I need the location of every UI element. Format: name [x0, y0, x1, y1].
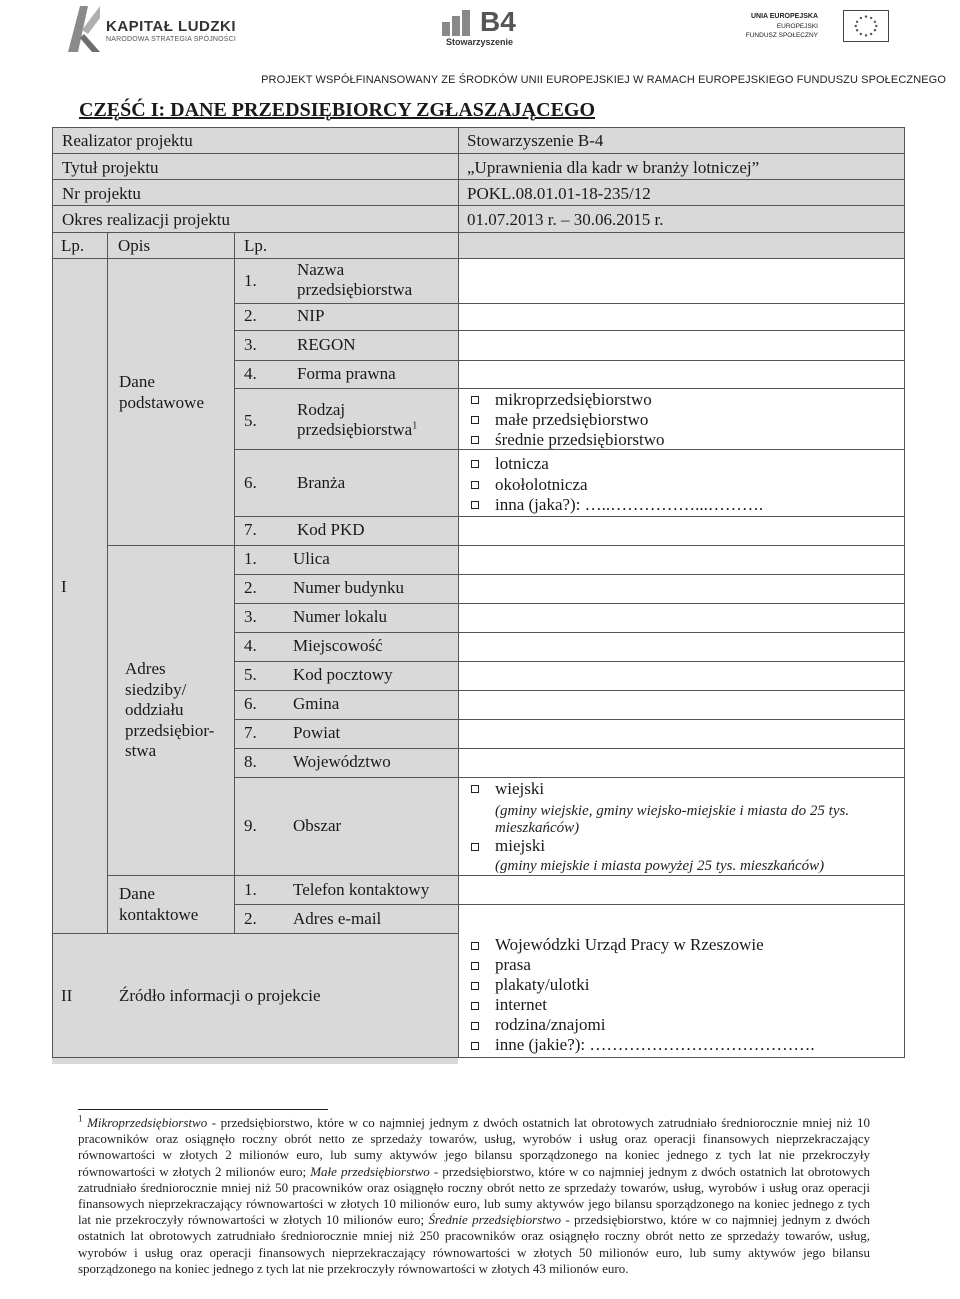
grid-line: [234, 330, 905, 331]
checkbox-source-prasa[interactable]: [471, 962, 479, 970]
footnote-term: Średnie przedsiębiorstwo: [428, 1212, 561, 1228]
info-value-period: 01.07.2013 r. – 30.06.2015 r.: [467, 210, 664, 229]
checkbox-source-plakaty[interactable]: [471, 982, 479, 990]
address-item-label-ulica: Ulica: [293, 549, 330, 568]
grid-line: [234, 303, 905, 304]
address-item-label-miejscowosc: Miejscowość: [293, 636, 383, 655]
project-cofinancing-line: PROJEKT WSPÓŁFINANSOWANY ZE ŚRODKÓW UNII EUROPEJSKIEJ W RAMACH EUROPEJSKIEGO FUNDUSZU SPOŁECZNEGO: [261, 74, 946, 86]
checkbox-source-internet[interactable]: [471, 1002, 479, 1010]
address-item-label-budynek: Numer budynku: [293, 578, 404, 597]
grid-line: [234, 690, 905, 691]
grid-line: [52, 232, 905, 233]
source-option-prasa: prasa: [495, 955, 531, 974]
footnote-term: Mikroprzedsiębiorstwo: [87, 1115, 208, 1130]
col-header-opis: Opis: [118, 236, 151, 255]
option-srednie: średnie przedsiębiorstwo: [495, 430, 665, 449]
basic-item-num-6: 6.: [244, 473, 257, 492]
basic-item-num-5: 5.: [244, 411, 257, 430]
group-basic-label-1: Dane: [119, 372, 155, 391]
address-item-num-6: 6.: [244, 694, 257, 713]
grid-line: [904, 127, 905, 1058]
grid-line: [52, 179, 905, 180]
b4-logo-subtitle: Stowarzyszenie: [446, 37, 514, 47]
basic-item-num-2: 2.: [244, 306, 257, 325]
grid-line: [234, 904, 905, 905]
grid-line: [52, 933, 459, 934]
footnote-text: - przedsiębiorstwo, które w co najmniej jednym z dwóch ostatnich lat obrotowych zatrudniało średniorocznie mniej niż 50 pracowników oraz osiągnęło roczny obrót netto ze sprzedaży towarów, usług, wyrobów i usług oraz operacji finansowych nieprzekraczający równowartości w złotych 10 milionów euro, lub sumy aktywów jego bilansu sporządzonego na koniec jednego z tych lat nie przekroczyły równowartości w złotych 10 milionów euro;: [78, 1163, 870, 1228]
group-address-label-1: Adres: [125, 659, 166, 678]
eu-logo: [745, 10, 894, 46]
grid-line: [234, 632, 905, 633]
grid-line: [234, 603, 905, 604]
source-option-internet: internet: [495, 995, 547, 1014]
footnote-body: [78, 1115, 870, 1276]
info-value-number: POKL.08.01.01-18-235/12: [467, 184, 651, 203]
contact-item-label-phone: Telefon kontaktowy: [293, 880, 430, 899]
section-title: CZĘŚĆ I: DANE PRZEDSIĘBIORCY ZGŁASZAJĄCEGO: [79, 99, 596, 121]
checkbox-miejski[interactable]: [471, 843, 479, 851]
group-address-label-4: przedsiębior-: [125, 721, 215, 740]
grid-line: [107, 875, 905, 876]
footnote-text: - przedsiębiorstwo, które w co najmniej jednym z dwóch ostatnich lat obrotowych zatrudniało średniorocznie mniej niż 250 pracowników oraz osiągnęło roczny obrót netto ze sprzedaży towarów, usług, wyrobów i usług oraz operacji finansowych nieprzekraczający równowartości w złotych 50 milionów euro, lub sumy aktywów jego bilansu sporządzonego na koniec jednego z tych lat nie przekroczyły równowartości w złotych 43 milionów euro.: [78, 1212, 870, 1276]
checkbox-source-inne[interactable]: [471, 1042, 479, 1050]
option-miejski: miejski: [495, 836, 546, 855]
footnote-separator: [78, 1109, 328, 1110]
group-contact-label-2: kontaktowe: [119, 905, 199, 924]
rodzaj-label-text: przedsiębiorstwa: [297, 420, 413, 439]
checkbox-okololotnicza[interactable]: [471, 481, 479, 489]
contact-item-num-2: 2.: [244, 909, 257, 928]
kapital-ludzki-mark-icon: [66, 4, 102, 54]
header-logos: [0, 0, 960, 70]
source-option-plakaty: plakaty/ulotki: [495, 975, 590, 994]
option-wiejski: wiejski: [495, 779, 545, 798]
group-address-label-3: oddziału: [125, 700, 184, 719]
option-male: małe przedsiębiorstwo: [495, 410, 649, 429]
address-item-label-wojewodztwo: Województwo: [293, 752, 391, 771]
checkbox-male[interactable]: [471, 416, 479, 424]
basic-item-label-branza: Branża: [297, 473, 346, 492]
section-ii-label: [119, 986, 321, 1006]
address-item-num-5: 5.: [244, 665, 257, 684]
checkbox-mikro[interactable]: [471, 396, 479, 404]
grid-line: [234, 388, 905, 389]
grid-line: [234, 360, 905, 361]
footnote-term: Małe przedsiębiorstwo: [310, 1163, 430, 1179]
address-item-label-gmina: Gmina: [293, 694, 340, 713]
b4-mark-icon: [440, 8, 480, 38]
option-okololotnicza: okołolotnicza: [495, 475, 588, 494]
basic-item-num-3: 3.: [244, 335, 257, 354]
section-i-roman: I: [61, 577, 67, 596]
basic-item-num-1: 1.: [244, 271, 257, 290]
basic-item-label-regon: REGON: [297, 335, 356, 354]
grid-line: [234, 748, 905, 749]
grid-line: [52, 127, 905, 128]
group-basic-label-2: podstawowe: [119, 393, 204, 412]
basic-item-label-forma: Forma prawna: [297, 364, 396, 383]
option-wiejski-note-2: mieszkańców): [495, 820, 580, 836]
basic-item-label-rodzaj-2: [297, 420, 417, 440]
source-option-rodzina: rodzina/znajomi: [495, 1015, 606, 1034]
source-option-inne: inne (jakie?): ………………………………….: [495, 1035, 815, 1054]
address-item-num-2: 2.: [244, 578, 257, 597]
grid-line: [107, 545, 905, 546]
grid-line: [52, 258, 905, 259]
section-ii-roman: II: [61, 986, 73, 1005]
checkbox-inna[interactable]: [471, 501, 479, 509]
address-item-label-lokal: Numer lokalu: [293, 607, 387, 626]
checkbox-source-wup[interactable]: [471, 942, 479, 950]
contact-item-label-email: Adres e-mail: [293, 909, 382, 928]
b4-logo: [440, 8, 530, 48]
grid-line: [458, 127, 459, 1058]
address-item-num-3: 3.: [244, 607, 257, 626]
grid-line: [107, 232, 108, 934]
col-header-lp2: Lp.: [244, 236, 268, 255]
b4-logo-text: B4: [480, 6, 516, 37]
basic-item-num-4: 4.: [244, 364, 257, 383]
grid-line: [52, 153, 905, 154]
grid-line: [234, 719, 905, 720]
option-lotnicza: lotnicza: [495, 454, 549, 473]
grid-line: [52, 205, 905, 206]
info-label-realizator: Realizator projektu: [62, 131, 193, 150]
info-label-number: Nr projektu: [62, 184, 141, 203]
footnote-ref: 1: [412, 420, 418, 432]
grid-line: [234, 777, 905, 778]
address-item-num-4: 4.: [244, 636, 257, 655]
info-label-period: Okres realizacji projektu: [62, 210, 231, 229]
source-option-wup: Wojewódzki Urząd Pracy w Rzeszowie: [495, 935, 764, 954]
address-item-label-obszar: Obszar: [293, 816, 342, 835]
info-value-title: „Uprawnienia dla kadr w branży lotniczej”: [467, 158, 760, 177]
address-item-num-9: 9.: [244, 816, 257, 835]
checkbox-srednie[interactable]: [471, 436, 479, 444]
kapital-ludzki-logo: [66, 4, 237, 54]
applicant-data-table: [52, 127, 905, 1058]
grid-line: [234, 574, 905, 575]
footnote: [78, 1115, 870, 1277]
info-label-title: Tytuł projektu: [62, 158, 159, 177]
info-value-realizator: Stowarzyszenie B-4: [467, 131, 604, 150]
basic-item-label-nazwa-1: Nazwa: [297, 260, 345, 279]
grid-line: [234, 516, 905, 517]
address-item-label-kod: Kod pocztowy: [293, 665, 393, 684]
basic-item-label-nip: NIP: [297, 306, 325, 325]
eu-logo-line3: FUNDUSZ SPOŁECZNY: [745, 32, 818, 39]
option-wiejski-note-1: (gminy wiejskie, gminy wiejsko-miejskie i miasta do 25 tys.: [495, 803, 850, 819]
checkbox-lotnicza[interactable]: [471, 460, 479, 468]
option-miejski-note: (gminy miejskie i miasta powyżej 25 tys. mieszkańców): [495, 858, 825, 874]
basic-item-label-pkd: Kod PKD: [297, 520, 365, 539]
contact-item-num-1: 1.: [244, 880, 257, 899]
address-item-num-7: 7.: [244, 723, 257, 742]
address-item-label-powiat: Powiat: [293, 723, 341, 742]
address-item-num-1: 1.: [244, 549, 257, 568]
checkbox-source-rodzina[interactable]: [471, 1022, 479, 1030]
footnote-number: 1: [78, 1113, 83, 1124]
eu-logo-line2: EUROPEJSKI: [776, 23, 818, 30]
eu-flag-icon: [843, 10, 889, 42]
eu-logo-line1: UNIA EUROPEJSKA: [750, 13, 818, 20]
kapital-ludzki-title: KAPITAŁ LUDZKI: [106, 18, 237, 35]
col-header-lp: Lp.: [61, 236, 85, 255]
basic-item-label-nazwa-2: przedsiębiorstwa: [297, 280, 413, 299]
grid-line: [52, 1057, 905, 1058]
option-mikro: mikroprzedsiębiorstwo: [495, 390, 652, 409]
grid-line: [234, 661, 905, 662]
source-label-text: Źródło informacji o projekcie: [119, 986, 321, 1005]
grid-line: [234, 232, 235, 934]
group-address-label-2: siedziby/: [125, 680, 187, 699]
address-item-num-8: 8.: [244, 752, 257, 771]
basic-item-num-7: 7.: [244, 520, 257, 539]
checkbox-wiejski[interactable]: [471, 785, 479, 793]
option-inna: inna (jaka?): …..……………...……….: [495, 495, 764, 514]
basic-item-label-rodzaj-1: Rodzaj: [297, 400, 346, 419]
group-address-label-5: stwa: [125, 741, 157, 760]
kapital-ludzki-subtitle: NARODOWA STRATEGIA SPÓJNOŚCI: [106, 36, 237, 43]
group-contact-label-1: Dane: [119, 884, 155, 903]
grid-line: [52, 127, 53, 1058]
footnote-text: - przedsiębiorstwo, które w co najmniej jednym z dwóch ostatnich lat obrotowych zatrudniało średniorocznie mniej niż 10 pracowników oraz osiągnęło roczny obrót netto ze sprzedaży towarów, usług, wyrobów i usług oraz operacji finansowych nieprzekraczający równowartości w złotych 2 milionów euro, lub sumy aktywów jego bilansu sporządzonego na koniec jednego z tych lat nie przekroczyły równowartości w złotych 2 milionów euro;: [78, 1115, 871, 1179]
